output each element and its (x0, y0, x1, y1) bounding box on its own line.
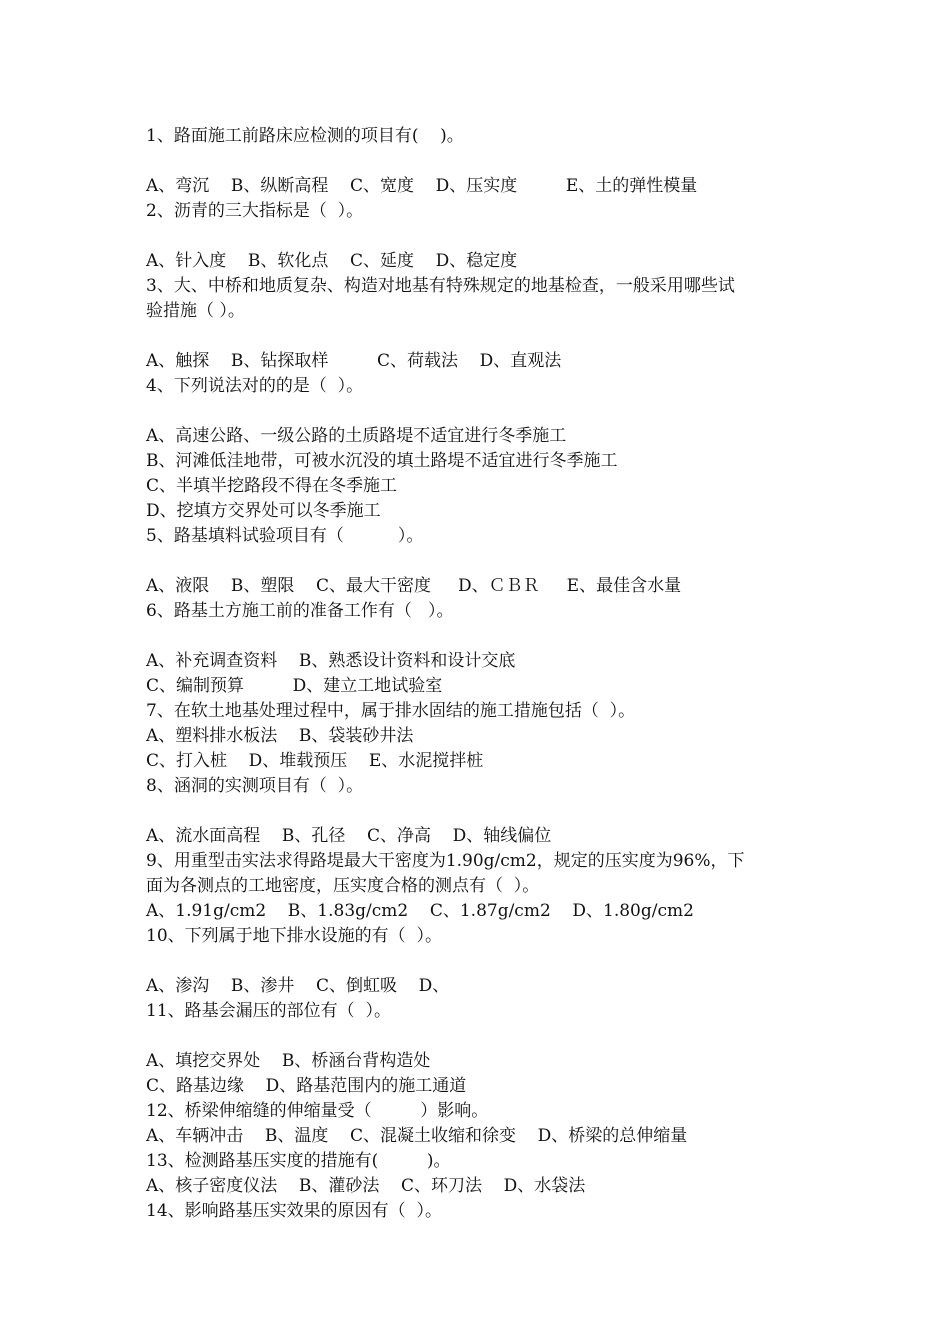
question-5: 5、路基填料试验项目有（ ）。 (146, 526, 424, 546)
options-10: A、渗沟 B、渗井 C、倒虹吸 D、 (146, 976, 450, 996)
option-4d: D、挖填方交界处可以冬季施工 (146, 501, 381, 521)
blank-line (146, 549, 826, 574)
question-3: 3、大、中桥和地质复杂、构造对地基有特殊规定的地基检查，一般采用哪些试 (146, 276, 735, 296)
question-6: 6、路基土方施工前的准备工作有（ ）。 (146, 601, 454, 621)
question-8: 8、涵洞的实测项目有（ ）。 (146, 776, 364, 796)
options-8: A、流水面高程 B、孔径 C、净高 D、轴线偏位 (146, 826, 552, 846)
options-5: A、液限 B、塑限 C、最大干密度 D、ＣＢＲ E、最佳含水量 (146, 576, 682, 596)
question-9: 9、用重型击实法求得路堤最大干密度为1.90g/cm2，规定的压实度为96%，下 (146, 851, 745, 871)
question-3-cont: 验措施（ ）。 (146, 301, 245, 321)
document-body (146, 124, 826, 1224)
options-11-ab: A、填挖交界处 B、桥涵台背构造处 (146, 1051, 431, 1071)
blank-line (146, 624, 826, 649)
options-3: A、触探 B、钻探取样 C、荷载法 D、直观法 (146, 351, 562, 371)
question-14: 14、影响路基压实效果的原因有（ ）。 (146, 1201, 442, 1221)
options-7-cde: C、打入桩 D、堆载预压 E、水泥搅拌桩 (146, 751, 484, 771)
question-2: 2、沥青的三大指标是（ ）。 (146, 201, 364, 221)
question-11: 11、路基会漏压的部位有（ ）。 (146, 1001, 391, 1021)
question-4: 4、下列说法对的的是（ ）。 (146, 376, 364, 396)
options-12: A、车辆冲击 B、温度 C、混凝土收缩和徐变 D、桥梁的总伸缩量 (146, 1126, 688, 1146)
options-11-cd: C、路基边缘 D、路基范围内的施工通道 (146, 1076, 467, 1096)
option-4a: A、高速公路、一级公路的土质路堤不适宜进行冬季施工 (146, 426, 567, 446)
options-1: A、弯沉 B、纵断高程 C、宽度 D、压实度 E、土的弹性模量 (146, 176, 698, 196)
option-4c: C、半填半挖路段不得在冬季施工 (146, 476, 398, 496)
blank-line (146, 1024, 826, 1049)
options-2: A、针入度 B、软化点 C、延度 D、稳定度 (146, 251, 518, 271)
blank-line (146, 149, 826, 174)
question-9-cont: 面为各测点的工地密度，压实度合格的测点有（ ）。 (146, 876, 540, 896)
option-4b: B、河滩低洼地带，可被水沉没的填土路堤不适宜进行冬季施工 (146, 451, 618, 471)
question-12: 12、桥梁伸缩缝的伸缩量受（ ）影响。 (146, 1101, 489, 1121)
options-13: A、核子密度仪法 B、灌砂法 C、环刀法 D、水袋法 (146, 1176, 586, 1196)
blank-line (146, 224, 826, 249)
options-6-ab: A、补充调查资料 B、熟悉设计资料和设计交底 (146, 651, 516, 671)
blank-line (146, 324, 826, 349)
question-1: 1、路面施工前路床应检测的项目有( )。 (146, 126, 464, 146)
question-10: 10、下列属于地下排水设施的有（ ）。 (146, 926, 442, 946)
blank-line (146, 949, 826, 974)
options-9: A、1.91g/cm2 B、1.83g/cm2 C、1.87g/cm2 D、1.80g/cm2 (146, 901, 694, 921)
question-7: 7、在软土地基处理过程中，属于排水固结的施工措施包括（ ）。 (146, 701, 636, 721)
blank-line (146, 399, 826, 424)
options-6-cd: C、编制预算 D、建立工地试验室 (146, 676, 443, 696)
question-13: 13、检测路基压实度的措施有( )。 (146, 1151, 451, 1171)
blank-line (146, 799, 826, 824)
options-7-ab: A、塑料排水板法 B、袋装砂井法 (146, 726, 414, 746)
